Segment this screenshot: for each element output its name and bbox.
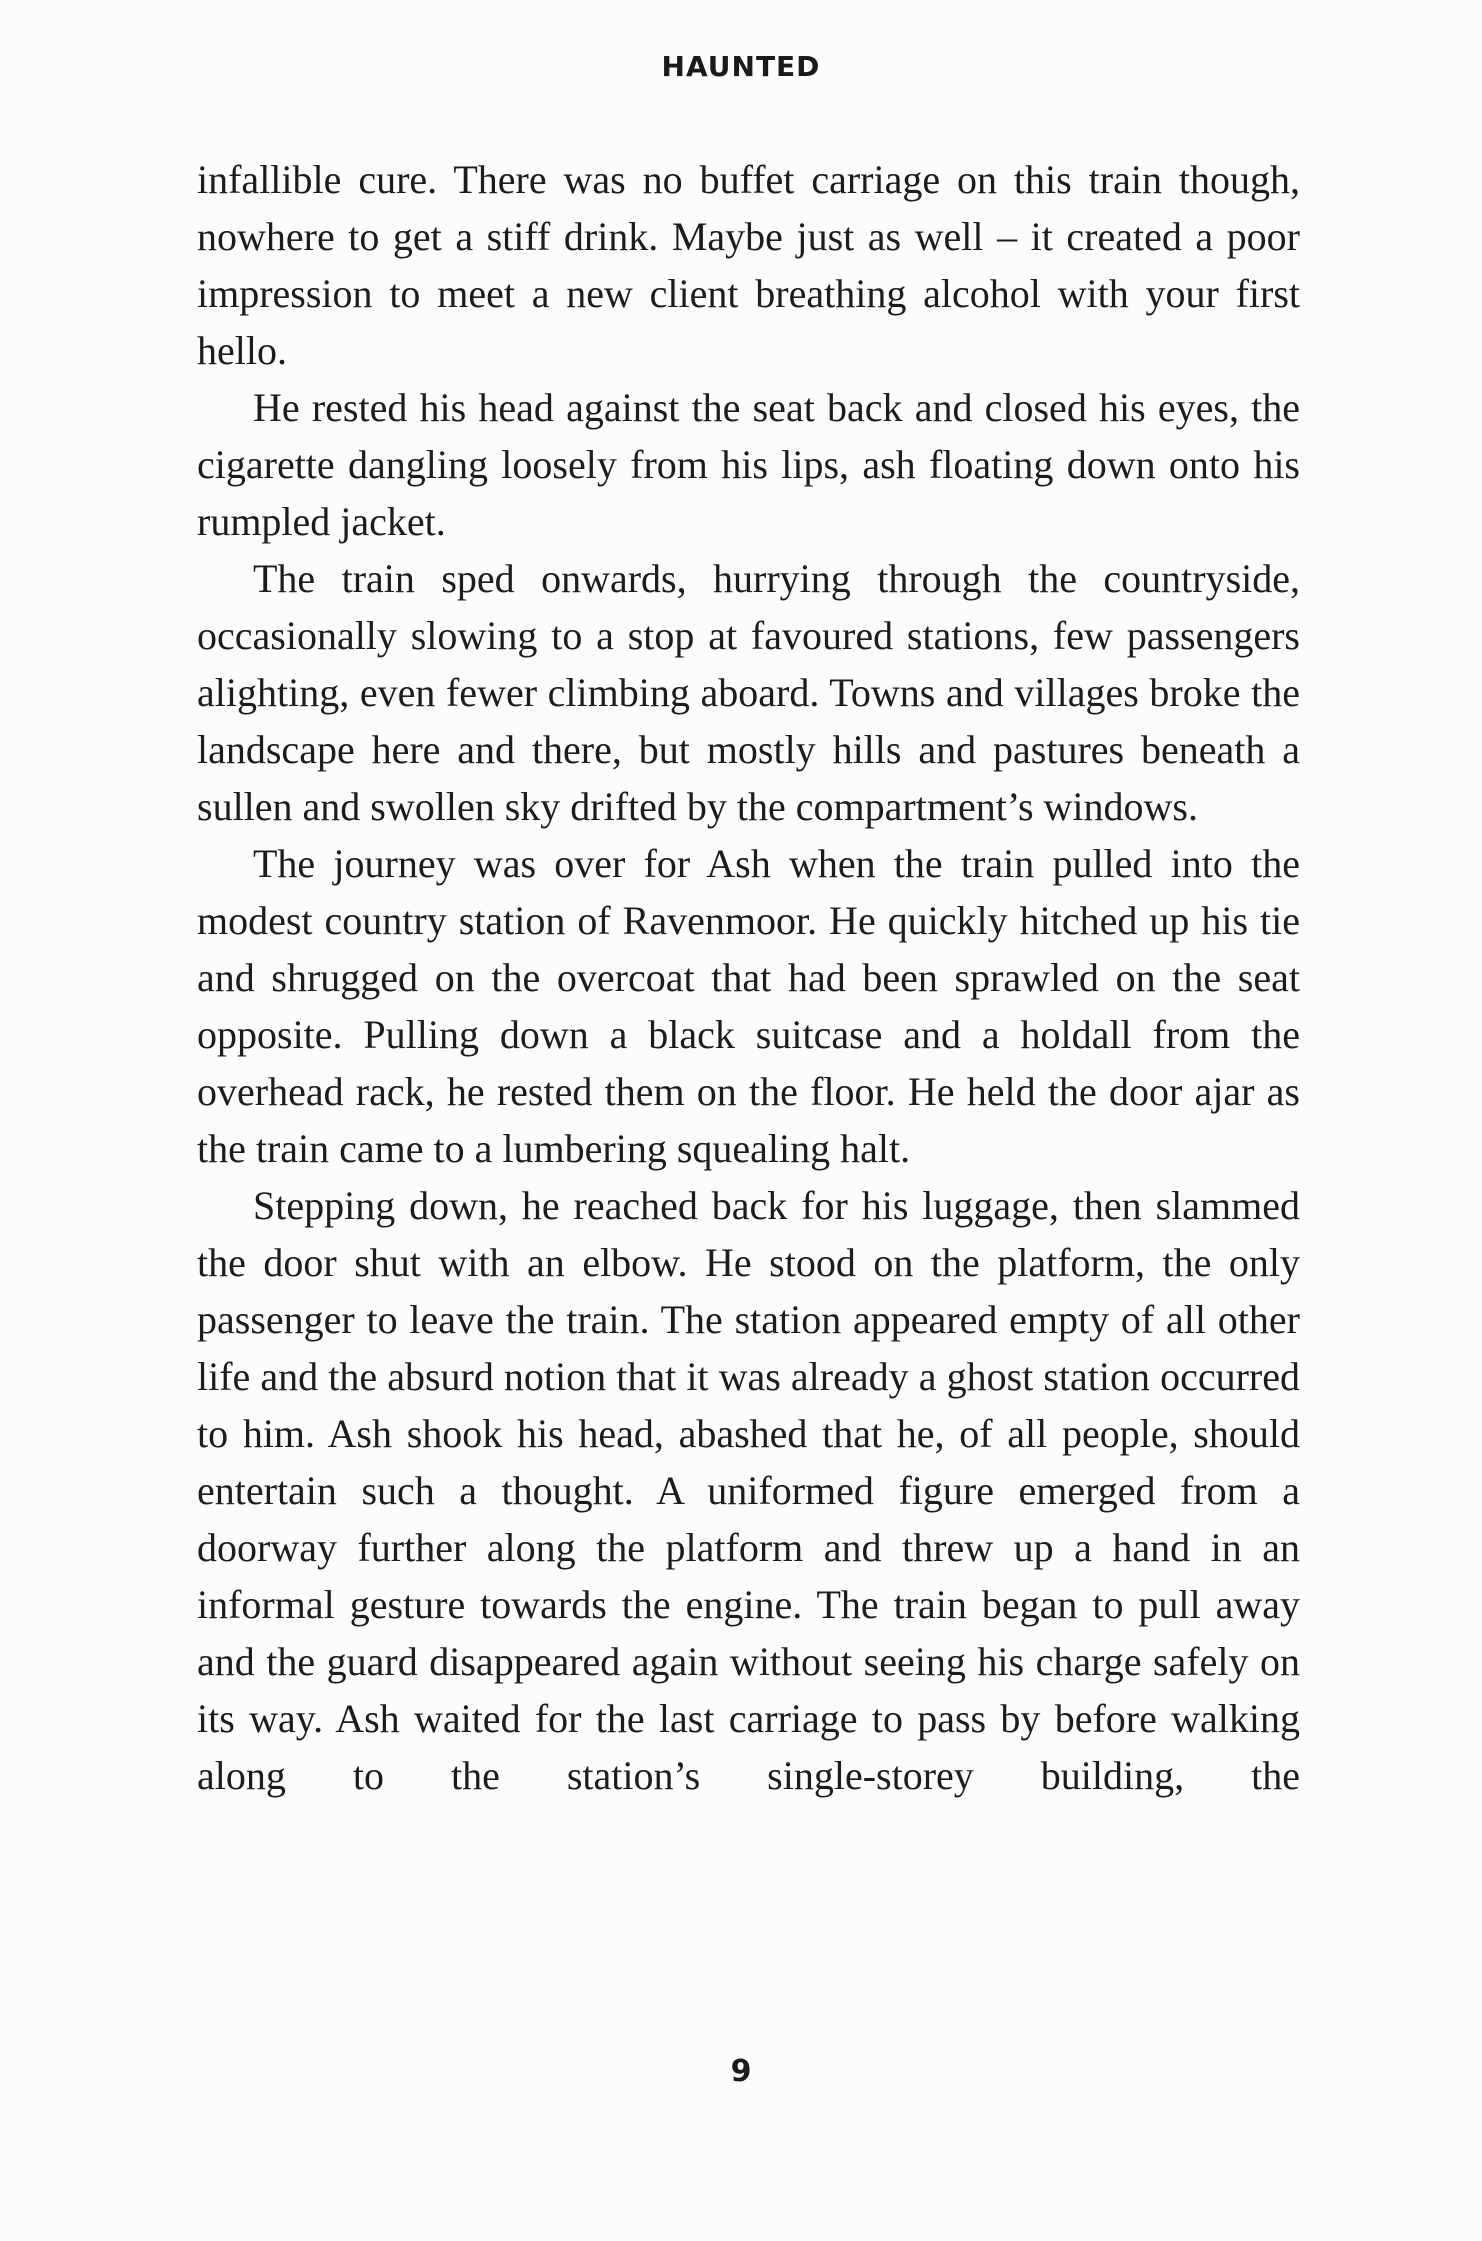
body-text (197, 151, 1300, 1804)
paragraph: The journey was over for Ash when the train pulled into the modest country station of Ravenmoor. He quickly hitched up his tie and shrugged on the overcoat that had been sprawled on the seat opposite. Pulling down a black suitcase and a holdall from the overhead rack, he rested them on the floor. He held the door ajar as the train came to a lumbering squealing halt. (197, 841, 1300, 1171)
paragraph: He rested his head against the seat back and closed his eyes, the cigarette dangling loosely from his lips, ash floating down onto his rumpled jacket. (197, 385, 1300, 544)
running-head: HAUNTED (661, 50, 821, 83)
paragraph: The train sped onwards, hurrying through the countryside, occasionally slowing to a stop at favoured stations, few passengers alighting, even fewer climbing aboard. Towns and villages broke the landscape here and there, but mostly hills and pastures beneath a sullen and swollen sky drifted by the compartment’s windows. (197, 556, 1300, 829)
paragraph: infallible cure. There was no buffet carriage on this train though, nowhere to get a stiff drink. Maybe just as well – it created a poor impression to meet a new client breathing alcohol with your first hello. (197, 157, 1300, 373)
page-number: 9 (730, 2054, 752, 2089)
paragraph: Stepping down, he reached back for his luggage, then slammed the door shut with an elbow. He stood on the platform, the only passenger to leave the train. The station appeared empty of all other life and the absurd notion that it was already a ghost station occurred to him. Ash shook his head, abashed that he, of all people, should entertain such a thought. A uniformed figure emerged from a doorway further along the platform and threw up a hand in an informal gesture towards the engine. The train began to pull away and the guard disappeared again without seeing his charge safely on its way. Ash waited for the last carriage to pass by before walking along to the station’s single-storey building, the (197, 1183, 1300, 1798)
